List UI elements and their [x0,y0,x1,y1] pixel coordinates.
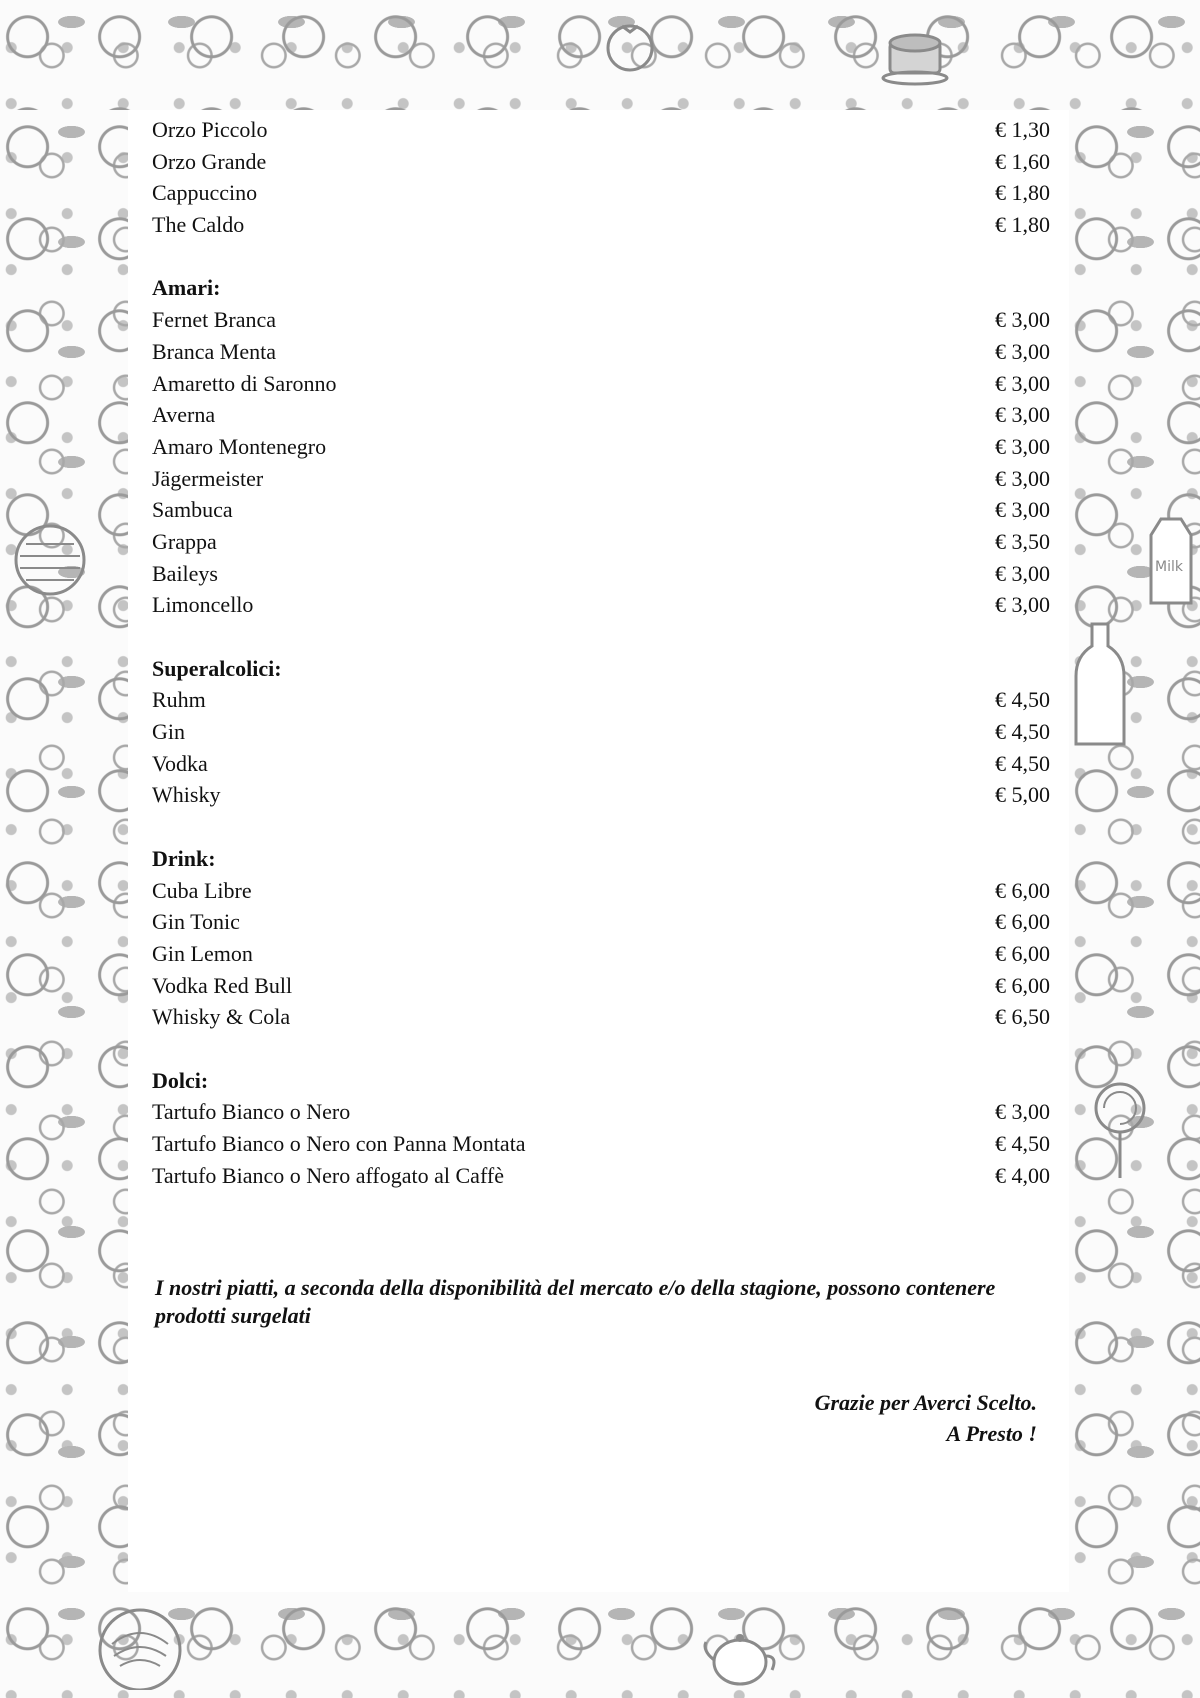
item-name: Gin [152,719,185,745]
menu-item [152,431,1050,463]
item-name: Limoncello [152,592,254,618]
menu-item [152,177,1050,209]
item-name: Cuba Libre [152,877,252,903]
item-price: € 3,00 [995,370,1050,396]
item-price: € 6,00 [995,972,1050,998]
menu-list [152,114,1050,1191]
menu-item [152,1160,1050,1192]
menu-item [152,146,1050,178]
menu-item [152,114,1050,146]
item-price: € 3,00 [995,560,1050,586]
closing-line-thanks: Grazie per Averci Scelto. [814,1390,1037,1415]
menu-item [152,1128,1050,1160]
item-name: The Caldo [152,212,245,238]
item-name: Whisky & Cola [152,1004,291,1030]
item-name: Tartufo Bianco o Nero affogato al Caffè [152,1162,504,1188]
item-name: Grappa [152,528,217,554]
section-gap [152,621,1050,653]
cake-icon [880,18,950,88]
section-gap [152,811,1050,843]
menu-item [152,716,1050,748]
item-name: Orzo Grande [152,148,267,174]
item-price: € 3,00 [995,1099,1050,1125]
item-price: € 4,50 [995,687,1050,713]
menu-item [152,779,1050,811]
item-name: Orzo Piccolo [152,117,268,142]
menu-item [152,558,1050,590]
item-name: Sambuca [152,497,233,523]
item-name: Tartufo Bianco o Nero [152,1099,351,1125]
item-name: Gin Tonic [152,909,240,935]
item-price: € 4,50 [995,1131,1050,1156]
menu-item [152,368,1050,400]
item-name: Tartufo Bianco o Nero con Panna Montata [152,1131,526,1156]
menu-item [152,209,1050,241]
menu-item [152,1001,1050,1033]
menu-sheet [128,110,1069,1592]
milk-carton-icon [1145,515,1197,607]
menu-item [152,1096,1050,1128]
item-name: Averna [152,402,216,428]
svg-text:Milk: Milk [1155,559,1183,575]
menu-item [152,399,1050,431]
section-heading-drink: Drink: [152,845,216,871]
item-name: Whisky [152,782,221,808]
item-price: € 4,50 [995,719,1050,745]
doodle-border-left [0,110,128,1592]
item-name: Ruhm [152,687,206,713]
item-name: Fernet Branca [152,307,276,333]
menu-item [152,748,1050,780]
menu-item [152,463,1050,495]
item-price: € 1,60 [995,148,1050,174]
item-price: € 4,00 [995,1162,1050,1188]
menu-item [152,589,1050,621]
item-name: Baileys [152,560,218,586]
closing-line-goodbye: A Presto ! [946,1421,1037,1446]
menu-item [152,304,1050,336]
tomato-icon [600,14,660,74]
item-price: € 3,00 [995,592,1050,618]
item-price: € 6,00 [995,940,1050,966]
menu-item [152,526,1050,558]
section-gap [152,241,1050,273]
menu-item [152,494,1050,526]
item-name: Jägermeister [152,465,264,491]
teapot-icon [700,1620,780,1690]
section-heading-amari: Amari: [152,275,221,301]
item-price: € 3,00 [995,433,1050,459]
item-price: € 6,00 [995,909,1050,935]
frozen-products-note: I nostri piatti, a seconda della disponibilità del mercato e/o della stagione, possono contenere prodotti surgelati [155,1275,996,1328]
item-name: Vodka Red Bull [152,972,293,998]
menu-item [152,906,1050,938]
item-name: Branca Menta [152,338,276,364]
bottle-icon [1070,620,1130,750]
item-name: Amaretto di Saronno [152,370,337,396]
item-price: € 1,80 [995,212,1050,238]
item-name: Cappuccino [152,180,258,206]
item-price: € 3,00 [995,465,1050,491]
item-price: € 1,30 [995,117,1050,142]
doodle-border-right [1069,110,1200,1592]
item-price: € 3,50 [995,528,1050,554]
item-price: € 3,00 [995,307,1050,333]
grill-icon [10,520,90,600]
menu-item [152,684,1050,716]
item-price: € 3,00 [995,497,1050,523]
section-gap [152,1033,1050,1065]
item-price: € 6,00 [995,877,1050,903]
item-price: € 1,80 [995,180,1050,206]
menu-item [152,875,1050,907]
item-name: Amaro Montenegro [152,433,327,459]
item-price: € 3,00 [995,402,1050,428]
item-price: € 4,50 [995,750,1050,776]
pasta-bowl-icon [90,1600,190,1690]
closing-message [537,1387,1037,1449]
item-name: Gin Lemon [152,940,253,966]
lollipop-icon [1090,1080,1150,1180]
menu-item [152,970,1050,1002]
section-heading-dolci: Dolci: [152,1067,209,1093]
section-heading-superalcolici: Superalcolici: [152,655,282,681]
item-price: € 3,00 [995,338,1050,364]
item-price: € 6,50 [995,1004,1050,1030]
menu-item [152,336,1050,368]
menu-item [152,938,1050,970]
item-price: € 5,00 [995,782,1050,808]
item-name: Vodka [152,750,208,776]
